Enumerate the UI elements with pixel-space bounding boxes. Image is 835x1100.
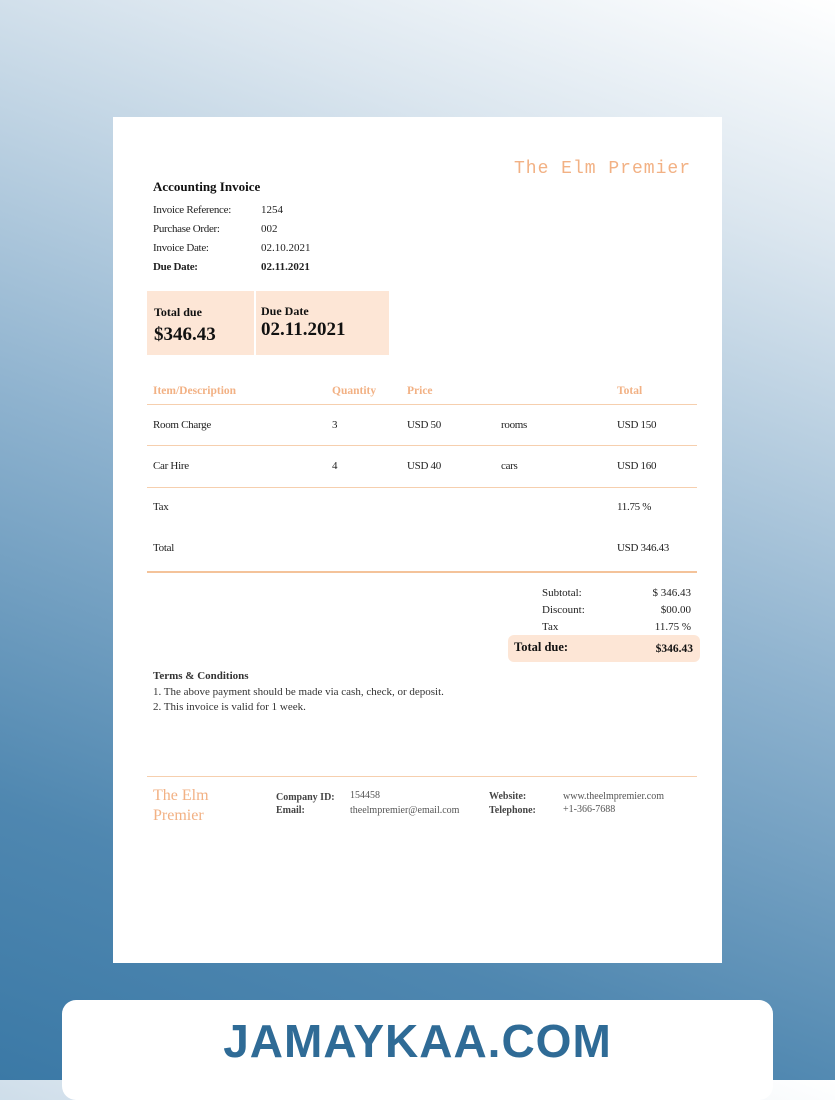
total-row-label: Total <box>153 542 174 554</box>
total-due-summary-label: Total due: <box>514 640 569 654</box>
invoice-date-label: Invoice Date: <box>153 242 209 254</box>
due-date-box-value: 02.11.2021 <box>261 319 346 340</box>
watermark-banner <box>62 1000 773 1100</box>
due-box-divider <box>254 291 256 355</box>
footer-brand <box>153 786 233 826</box>
row-item: Car Hire <box>153 460 189 472</box>
table-header-divider <box>147 404 697 405</box>
discount-label: Discount: <box>542 604 585 616</box>
telephone-value: +1-366-7688 <box>563 804 616 815</box>
row-total: USD 160 <box>617 460 657 472</box>
column-header-total: Total <box>617 385 643 397</box>
tax-row-value: 11.75 % <box>617 501 652 513</box>
row-total: USD 150 <box>617 419 657 431</box>
due-date-value: 02.11.2021 <box>261 261 310 273</box>
terms-title: Terms & Conditions <box>153 670 249 682</box>
row-unit: rooms <box>501 419 528 431</box>
invoice-title: Accounting Invoice <box>153 179 261 194</box>
table-bottom-divider <box>147 571 697 573</box>
telephone-label: Telephone: <box>489 805 536 816</box>
column-header-item: Item/Description <box>153 385 237 397</box>
terms-line-1: 1. The above payment should be made via cash, check, or deposit. <box>153 686 444 698</box>
row-quantity: 3 <box>332 419 338 431</box>
website-value: www.theelmpremier.com <box>563 791 664 802</box>
row-price: USD 50 <box>407 419 441 431</box>
discount-value: $00.00 <box>660 604 691 616</box>
row-price: USD 40 <box>407 460 441 472</box>
row-unit: cars <box>501 460 518 472</box>
tax-summary-label: Tax <box>542 621 559 633</box>
total-due-amount: $346.43 <box>154 324 216 345</box>
row-divider <box>147 487 697 488</box>
company-name-header: The Elm Premier <box>513 159 691 179</box>
due-date-label: Due Date: <box>153 261 198 273</box>
row-item: Room Charge <box>153 419 211 431</box>
invoice-reference-value: 1254 <box>261 204 283 216</box>
website-label: Website: <box>489 791 527 802</box>
invoice-date-value: 02.10.2021 <box>261 242 311 254</box>
invoice-document <box>113 117 722 963</box>
due-date-box-label: Due Date <box>261 304 309 318</box>
purchase-order-label: Purchase Order: <box>153 223 220 235</box>
tax-summary-value: 11.75 % <box>654 621 691 633</box>
footer-brand-line-2: Premier <box>153 807 204 824</box>
amount-due-box <box>147 291 389 355</box>
subtotal-label: Subtotal: <box>542 587 582 599</box>
total-due-summary-box <box>508 635 700 662</box>
company-id-label: Company ID: <box>276 792 335 803</box>
email-value: theelmpremier@email.com <box>350 805 460 816</box>
terms-line-2: 2. This invoice is valid for 1 week. <box>153 701 306 713</box>
total-row-value: USD 346.43 <box>617 542 670 554</box>
invoice-reference-label: Invoice Reference: <box>153 204 231 216</box>
column-header-price: Price <box>407 385 433 397</box>
footer-brand-line-1: The Elm <box>153 787 209 804</box>
footer-divider <box>147 776 697 777</box>
watermark-text: JAMAYKAA.COM <box>223 1015 612 1067</box>
subtotal-value: $ 346.43 <box>652 587 691 599</box>
row-divider <box>147 445 697 446</box>
total-due-summary-value: $346.43 <box>655 643 693 655</box>
total-due-label: Total due <box>154 305 202 319</box>
row-quantity: 4 <box>332 460 338 472</box>
tax-row-label: Tax <box>153 501 169 513</box>
email-label: Email: <box>276 805 305 816</box>
company-id-value: 154458 <box>350 790 380 801</box>
column-header-quantity: Quantity <box>332 385 377 397</box>
purchase-order-value: 002 <box>261 223 278 235</box>
